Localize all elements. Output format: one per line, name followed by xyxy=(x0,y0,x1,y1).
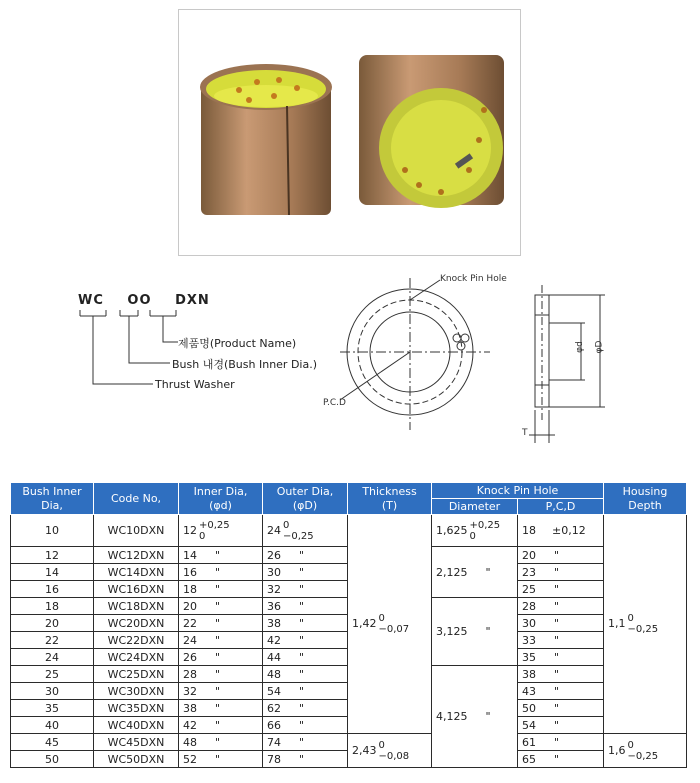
ditto-mark: " xyxy=(215,616,221,630)
col-pcd: P,C,D xyxy=(518,499,604,515)
cell-outer-dia xyxy=(263,632,348,649)
cell-pcd xyxy=(518,632,604,649)
pcd-value: 50 xyxy=(522,701,536,715)
pcd-value: 28 xyxy=(522,599,536,613)
thickness-value: 1,42 xyxy=(352,617,377,630)
inner-dia-value: 48 xyxy=(183,735,197,749)
inner-dia-value: 16 xyxy=(183,565,197,579)
cell-pcd xyxy=(518,547,604,564)
outer-dia-value: 48 xyxy=(267,667,281,681)
col-thickness: Thickness (T) xyxy=(348,483,432,515)
col-inner-dia: Inner Dia, (φd) xyxy=(179,483,263,515)
ditto-mark: " xyxy=(215,718,221,732)
inner-dia-value: 12 xyxy=(183,523,197,537)
cell-code: WC35DXN xyxy=(94,700,179,717)
ditto-mark: " xyxy=(554,582,560,596)
cell-code: WC30DXN xyxy=(94,683,179,700)
cell-inner-dia xyxy=(179,515,263,547)
inner-dia-value: 26 xyxy=(183,650,197,664)
cell-code: WC12DXN xyxy=(94,547,179,564)
cell-outer-dia xyxy=(263,581,348,598)
inner-dia-value: 38 xyxy=(183,701,197,715)
col-knock-pin-hole: Knock Pin Hole xyxy=(432,483,604,499)
ditto-mark: " xyxy=(299,582,305,596)
ditto-mark: " xyxy=(299,684,305,698)
col-outer-dia: Outer Dia, (φD) xyxy=(263,483,348,515)
cell-bush-inner: 16 xyxy=(11,581,94,598)
cell-pcd xyxy=(518,717,604,734)
ditto-mark: " xyxy=(299,599,305,613)
cell-code: WC40DXN xyxy=(94,717,179,734)
outer-dia-value: 24 xyxy=(267,523,281,537)
cell-bush-inner: 14 xyxy=(11,564,94,581)
cell-outer-dia xyxy=(263,598,348,615)
product-photo xyxy=(178,9,521,256)
cell-housing-depth xyxy=(604,515,687,734)
cell-bush-inner: 12 xyxy=(11,547,94,564)
cell-code: WC10DXN xyxy=(94,515,179,547)
ditto-mark: " xyxy=(485,625,491,638)
cell-pcd xyxy=(518,564,604,581)
cell-inner-dia xyxy=(179,564,263,581)
ditto-mark: " xyxy=(215,633,221,647)
outer-dia-value: 42 xyxy=(267,633,281,647)
inner-dia-value: 52 xyxy=(183,752,197,766)
cell-pcd xyxy=(518,649,604,666)
ditto-mark: " xyxy=(554,684,560,698)
ditto-mark: " xyxy=(299,752,305,766)
cell-bush-inner: 10 xyxy=(11,515,94,547)
ditto-mark: " xyxy=(215,582,221,596)
ditto-mark: " xyxy=(299,735,305,749)
col-bush-inner: Bush Inner Dia, xyxy=(11,483,94,515)
cell-inner-dia xyxy=(179,615,263,632)
cell-bush-inner: 45 xyxy=(11,734,94,751)
cell-thickness xyxy=(348,515,432,734)
housing-depth-value: 1,1 xyxy=(608,617,626,630)
col-housing-depth: Housing Depth xyxy=(604,483,687,515)
code-part-oo: OO xyxy=(127,293,152,308)
cell-code: WC20DXN xyxy=(94,615,179,632)
cell-code: WC14DXN xyxy=(94,564,179,581)
knock-diameter-value: 1,625 xyxy=(436,523,468,537)
cell-housing-depth xyxy=(604,734,687,768)
cell-outer-dia xyxy=(263,683,348,700)
ditto-mark: " xyxy=(215,650,221,664)
inner-dia-value: 28 xyxy=(183,667,197,681)
knock-diameter-value: 2,125 xyxy=(436,565,468,579)
cell-pcd xyxy=(518,700,604,717)
ditto-mark: " xyxy=(215,735,221,749)
table-row xyxy=(11,734,687,751)
outer-dia-value: 54 xyxy=(267,684,281,698)
cell-outer-dia xyxy=(263,700,348,717)
ditto-mark: " xyxy=(554,548,560,562)
inner-dia-value: 22 xyxy=(183,616,197,630)
cell-pcd xyxy=(518,515,604,547)
cell-bush-inner: 24 xyxy=(11,649,94,666)
cell-inner-dia xyxy=(179,717,263,734)
housing-depth-value: 1,6 xyxy=(608,743,626,757)
pcd-value: 54 xyxy=(522,718,536,732)
outer-dia-value: 36 xyxy=(267,599,281,613)
inner-dia-value: 20 xyxy=(183,599,197,613)
cell-bush-inner: 22 xyxy=(11,632,94,649)
spec-table xyxy=(10,482,687,768)
ditto-mark: " xyxy=(215,684,221,698)
cell-inner-dia xyxy=(179,598,263,615)
ditto-mark: " xyxy=(554,701,560,715)
ditto-mark: " xyxy=(215,667,221,681)
inner-dia-value-tolerance: +0,25 0 xyxy=(199,519,230,542)
cell-outer-dia xyxy=(263,751,348,768)
cell-knock-diameter xyxy=(432,547,518,598)
cell-outer-dia xyxy=(263,734,348,751)
housing-depth-value-tolerance: 0 −0,25 xyxy=(627,613,659,635)
ditto-mark: " xyxy=(485,710,491,723)
outer-dia-value: 62 xyxy=(267,701,281,715)
pcd-value: 23 xyxy=(522,565,536,579)
outer-dia-value-tolerance: 0 −0,25 xyxy=(283,519,314,542)
cell-code: WC25DXN xyxy=(94,666,179,683)
pcd-value: 33 xyxy=(522,633,536,647)
thickness-value-tolerance: 0 −0,07 xyxy=(378,613,410,635)
code-format xyxy=(78,293,210,308)
outer-dia-value: 66 xyxy=(267,718,281,732)
cell-inner-dia xyxy=(179,632,263,649)
inner-dia-value: 32 xyxy=(183,684,197,698)
inner-dia-value: 18 xyxy=(183,582,197,596)
cell-pcd xyxy=(518,683,604,700)
cell-bush-inner: 50 xyxy=(11,751,94,768)
cell-bush-inner: 18 xyxy=(11,598,94,615)
pcd-value: 38 xyxy=(522,667,536,681)
outer-dia-value: 26 xyxy=(267,548,281,562)
ditto-mark: " xyxy=(299,650,305,664)
pcd-value: 20 xyxy=(522,548,536,562)
cell-pcd xyxy=(518,598,604,615)
cell-inner-dia xyxy=(179,581,263,598)
outer-dia-value: 38 xyxy=(267,616,281,630)
cell-code: WC16DXN xyxy=(94,581,179,598)
cell-code: WC45DXN xyxy=(94,734,179,751)
pcd-value: 35 xyxy=(522,650,536,664)
legend-bush-inner: Bush 내경(Bush Inner Dia.) xyxy=(172,358,318,371)
ditto-mark: " xyxy=(554,599,560,613)
cell-knock-diameter xyxy=(432,598,518,666)
outer-dia-value: 32 xyxy=(267,582,281,596)
pcd-value: 30 xyxy=(522,616,536,630)
knock-diameter-value-tolerance: +0,25 0 xyxy=(469,519,501,542)
ditto-mark: " xyxy=(299,667,305,681)
cell-knock-diameter xyxy=(432,666,518,768)
cell-bush-inner: 40 xyxy=(11,717,94,734)
cell-outer-dia xyxy=(263,515,348,547)
inner-dia-value: 24 xyxy=(183,633,197,647)
cell-inner-dia xyxy=(179,666,263,683)
pcd-value: 65 xyxy=(522,752,536,766)
cell-thickness xyxy=(348,734,432,768)
phi-D-label: φD xyxy=(594,340,605,354)
bushing-illustration xyxy=(179,10,520,255)
legend-thrust-washer: Thrust Washer xyxy=(155,378,235,391)
cell-pcd xyxy=(518,615,604,632)
ditto-mark: " xyxy=(215,565,221,579)
cell-outer-dia xyxy=(263,717,348,734)
washer-side-view xyxy=(515,285,615,445)
ditto-mark: " xyxy=(215,599,221,613)
ditto-mark: " xyxy=(299,548,305,562)
ditto-mark: " xyxy=(485,565,491,579)
phi-d-label: φd xyxy=(574,341,585,353)
knock-pin-hole-label: Knock Pin Hole xyxy=(440,274,507,284)
cell-outer-dia xyxy=(263,666,348,683)
thickness-value: 2,43 xyxy=(352,743,377,757)
outer-dia-value: 74 xyxy=(267,735,281,749)
cell-code: WC24DXN xyxy=(94,649,179,666)
cell-code: WC18DXN xyxy=(94,598,179,615)
ditto-mark: " xyxy=(299,633,305,647)
ditto-mark: " xyxy=(299,718,305,732)
code-part-dxn: DXN xyxy=(175,293,210,308)
col-code: Code No, xyxy=(94,483,179,515)
ditto-mark: " xyxy=(215,548,221,562)
ditto-mark: " xyxy=(554,752,560,766)
pcd-tolerance: ±0,12 xyxy=(552,524,586,537)
pcd-label: P.C.D xyxy=(323,398,346,408)
cell-bush-inner: 20 xyxy=(11,615,94,632)
cell-pcd xyxy=(518,666,604,683)
housing-depth-value-tolerance: 0 −0,25 xyxy=(627,739,659,762)
cell-inner-dia xyxy=(179,547,263,564)
cell-pcd xyxy=(518,581,604,598)
pcd-value: 61 xyxy=(522,735,536,749)
outer-dia-value: 44 xyxy=(267,650,281,664)
knock-diameter-value: 4,125 xyxy=(436,710,468,723)
cell-bush-inner: 35 xyxy=(11,700,94,717)
t-label: T xyxy=(522,428,528,438)
outer-dia-value: 30 xyxy=(267,565,281,579)
ditto-mark: " xyxy=(299,616,305,630)
pcd-value: 18 xyxy=(522,524,536,537)
cell-bush-inner: 30 xyxy=(11,683,94,700)
cell-outer-dia xyxy=(263,615,348,632)
col-diameter: Diameter xyxy=(432,499,518,515)
ditto-mark: " xyxy=(215,752,221,766)
cell-outer-dia xyxy=(263,564,348,581)
knock-diameter-value: 3,125 xyxy=(436,625,468,638)
cell-outer-dia xyxy=(263,649,348,666)
washer-front-view xyxy=(310,270,500,440)
cell-pcd xyxy=(518,734,604,751)
ditto-mark: " xyxy=(554,633,560,647)
cell-inner-dia xyxy=(179,734,263,751)
ditto-mark: " xyxy=(554,650,560,664)
ditto-mark: " xyxy=(215,701,221,715)
ditto-mark: " xyxy=(554,616,560,630)
cell-bush-inner: 25 xyxy=(11,666,94,683)
cell-code: WC50DXN xyxy=(94,751,179,768)
ditto-mark: " xyxy=(554,565,560,579)
inner-dia-value: 14 xyxy=(183,548,197,562)
pcd-value: 25 xyxy=(522,582,536,596)
code-part-wc: WC xyxy=(78,293,104,308)
ditto-mark: " xyxy=(299,701,305,715)
table-row xyxy=(11,515,687,547)
cell-knock-diameter xyxy=(432,515,518,547)
thickness-value-tolerance: 0 −0,08 xyxy=(378,739,410,762)
ditto-mark: " xyxy=(299,565,305,579)
pcd-value: 43 xyxy=(522,684,536,698)
cell-inner-dia xyxy=(179,751,263,768)
ditto-mark: " xyxy=(554,667,560,681)
cell-outer-dia xyxy=(263,547,348,564)
cell-inner-dia xyxy=(179,700,263,717)
ditto-mark: " xyxy=(554,735,560,749)
ditto-mark: " xyxy=(554,718,560,732)
legend-product-name: 제품명(Product Name) xyxy=(178,337,297,350)
cell-inner-dia xyxy=(179,683,263,700)
inner-dia-value: 42 xyxy=(183,718,197,732)
cell-code: WC22DXN xyxy=(94,632,179,649)
outer-dia-value: 78 xyxy=(267,752,281,766)
cell-pcd xyxy=(518,751,604,768)
cell-inner-dia xyxy=(179,649,263,666)
